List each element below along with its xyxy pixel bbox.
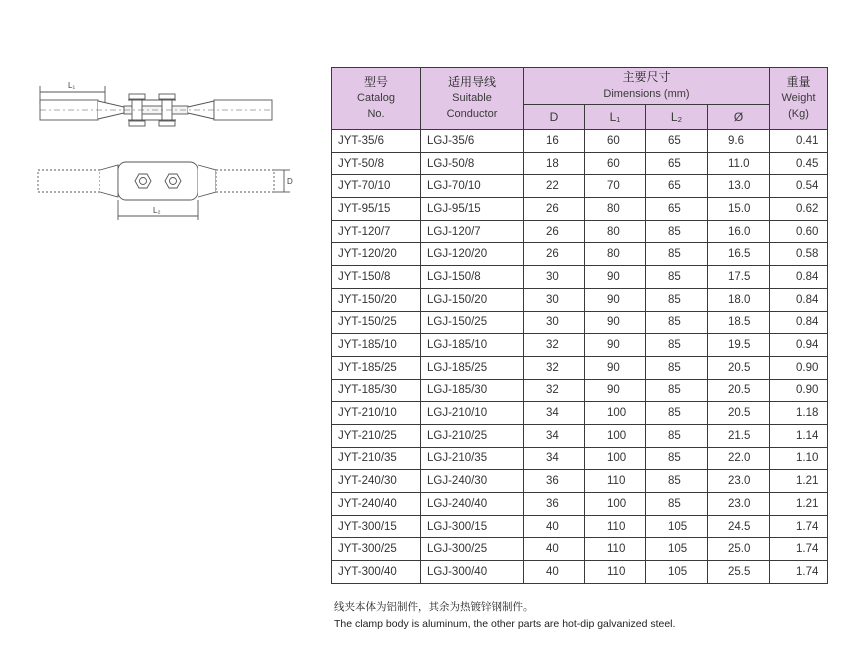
cell-l1: 60 [585, 130, 646, 153]
cell-d: 36 [524, 470, 585, 493]
table-row [332, 493, 828, 516]
cell-l2: 65 [646, 152, 708, 175]
cell-l1: 90 [585, 311, 646, 334]
cell-l2: 85 [646, 311, 708, 334]
table-row [332, 470, 828, 493]
cell-weight: 1.10 [770, 447, 828, 470]
cell-phi: 18.5 [708, 311, 770, 334]
cell-l1: 110 [585, 538, 646, 561]
note-english: The clamp body is aluminum, the other parts are hot-dip galvanized steel. [334, 618, 676, 630]
cell-conductor: LGJ-35/6 [421, 130, 524, 153]
side-right-sleeve [216, 170, 274, 192]
cell-phi: 20.5 [708, 402, 770, 425]
cell-d: 32 [524, 334, 585, 357]
cell-weight: 1.74 [770, 561, 828, 584]
cell-l2: 65 [646, 198, 708, 221]
cell-weight: 1.21 [770, 493, 828, 516]
hex-nut-left [135, 174, 151, 188]
cell-l2: 85 [646, 288, 708, 311]
cell-phi: 16.5 [708, 243, 770, 266]
cell-phi: 23.0 [708, 493, 770, 516]
cell-l2: 105 [646, 538, 708, 561]
cell-weight: 1.14 [770, 424, 828, 447]
cell-weight: 1.74 [770, 538, 828, 561]
cell-catalog: JYT-210/25 [332, 424, 421, 447]
cell-conductor: LGJ-300/15 [421, 515, 524, 538]
cell-phi: 9.6 [708, 130, 770, 153]
header-d: D [524, 105, 585, 130]
cell-weight: 0.45 [770, 152, 828, 175]
note-chinese: 线夹本体为铝制件，其余为热镀锌钢制件。 [334, 601, 534, 613]
cell-catalog: JYT-185/30 [332, 379, 421, 402]
cell-phi: 25.5 [708, 561, 770, 584]
cell-l2: 85 [646, 356, 708, 379]
cell-d: 18 [524, 152, 585, 175]
cell-weight: 1.21 [770, 470, 828, 493]
cell-catalog: JYT-240/40 [332, 493, 421, 516]
d-label: D [287, 177, 293, 186]
cell-d: 30 [524, 311, 585, 334]
hex-nut-right [165, 174, 181, 188]
cell-phi: 11.0 [708, 152, 770, 175]
cell-l1: 90 [585, 288, 646, 311]
cell-d: 34 [524, 424, 585, 447]
cell-l2: 65 [646, 175, 708, 198]
cell-phi: 22.0 [708, 447, 770, 470]
cell-weight: 0.84 [770, 311, 828, 334]
cell-weight: 0.84 [770, 288, 828, 311]
table-row [332, 311, 828, 334]
cell-catalog: JYT-300/15 [332, 515, 421, 538]
cell-d: 22 [524, 175, 585, 198]
cell-phi: 16.0 [708, 220, 770, 243]
cell-l1: 110 [585, 515, 646, 538]
cell-conductor: LGJ-300/40 [421, 561, 524, 584]
cell-conductor: LGJ-150/8 [421, 266, 524, 289]
cell-conductor: LGJ-240/40 [421, 493, 524, 516]
table-row [332, 402, 828, 425]
cell-catalog: JYT-150/25 [332, 311, 421, 334]
cell-catalog: JYT-120/7 [332, 220, 421, 243]
cell-weight: 0.90 [770, 379, 828, 402]
cell-phi: 19.5 [708, 334, 770, 357]
table-row [332, 447, 828, 470]
cell-weight: 0.84 [770, 266, 828, 289]
cell-phi: 24.5 [708, 515, 770, 538]
cell-weight: 0.41 [770, 130, 828, 153]
cell-conductor: LGJ-120/7 [421, 220, 524, 243]
cell-catalog: JYT-210/35 [332, 447, 421, 470]
cell-l2: 85 [646, 334, 708, 357]
cell-catalog: JYT-95/15 [332, 198, 421, 221]
cell-d: 34 [524, 447, 585, 470]
cell-l1: 80 [585, 243, 646, 266]
cell-d: 40 [524, 561, 585, 584]
cell-catalog: JYT-35/6 [332, 130, 421, 153]
cell-phi: 18.0 [708, 288, 770, 311]
cell-l1: 110 [585, 470, 646, 493]
cell-l2: 85 [646, 243, 708, 266]
cell-conductor: LGJ-300/25 [421, 538, 524, 561]
cell-l1: 90 [585, 334, 646, 357]
cell-l2: 85 [646, 447, 708, 470]
header-dimensions: 主要尺寸 Dimensions (mm) [524, 68, 770, 105]
table-row [332, 243, 828, 266]
clamp-drawing [28, 70, 308, 230]
cell-conductor: LGJ-210/10 [421, 402, 524, 425]
cell-l1: 70 [585, 175, 646, 198]
cell-conductor: LGJ-95/15 [421, 198, 524, 221]
cell-l2: 85 [646, 424, 708, 447]
cell-weight: 0.58 [770, 243, 828, 266]
cell-weight: 0.90 [770, 356, 828, 379]
cell-l2: 85 [646, 379, 708, 402]
cell-conductor: LGJ-120/20 [421, 243, 524, 266]
table-row [332, 379, 828, 402]
cell-l2: 105 [646, 515, 708, 538]
cell-phi: 25.0 [708, 538, 770, 561]
cell-weight: 1.18 [770, 402, 828, 425]
table-row [332, 334, 828, 357]
cell-phi: 20.5 [708, 379, 770, 402]
cell-l1: 80 [585, 220, 646, 243]
cell-l2: 105 [646, 561, 708, 584]
cell-conductor: LGJ-150/20 [421, 288, 524, 311]
cell-catalog: JYT-185/25 [332, 356, 421, 379]
cell-d: 26 [524, 198, 585, 221]
table-body [332, 130, 828, 584]
table-row [332, 130, 828, 153]
table-row [332, 198, 828, 221]
cell-l1: 90 [585, 266, 646, 289]
table-row [332, 424, 828, 447]
cell-catalog: JYT-240/30 [332, 470, 421, 493]
cell-l2: 85 [646, 493, 708, 516]
cell-d: 32 [524, 356, 585, 379]
table-row [332, 561, 828, 584]
cell-l1: 60 [585, 152, 646, 175]
cell-conductor: LGJ-70/10 [421, 175, 524, 198]
side-body [118, 162, 198, 200]
cell-l2: 65 [646, 130, 708, 153]
cell-l1: 90 [585, 356, 646, 379]
cell-l2: 85 [646, 470, 708, 493]
cell-conductor: LGJ-185/30 [421, 379, 524, 402]
cell-phi: 17.5 [708, 266, 770, 289]
cell-conductor: LGJ-210/25 [421, 424, 524, 447]
cell-d: 40 [524, 515, 585, 538]
header-phi: Ø [708, 105, 770, 130]
cell-weight: 0.62 [770, 198, 828, 221]
cell-catalog: JYT-300/25 [332, 538, 421, 561]
cell-weight: 0.60 [770, 220, 828, 243]
cell-catalog: JYT-210/10 [332, 402, 421, 425]
cell-l1: 100 [585, 447, 646, 470]
cell-d: 40 [524, 538, 585, 561]
cell-catalog: JYT-120/20 [332, 243, 421, 266]
cell-catalog: JYT-150/20 [332, 288, 421, 311]
header-l2: L₂ [646, 105, 708, 130]
cell-weight: 0.94 [770, 334, 828, 357]
cell-conductor: LGJ-210/35 [421, 447, 524, 470]
cell-catalog: JYT-150/8 [332, 266, 421, 289]
table-row [332, 220, 828, 243]
cell-conductor: LGJ-150/25 [421, 311, 524, 334]
cell-phi: 15.0 [708, 198, 770, 221]
l2-label: L₂ [153, 206, 161, 215]
cell-catalog: JYT-50/8 [332, 152, 421, 175]
cell-l1: 90 [585, 379, 646, 402]
cell-phi: 13.0 [708, 175, 770, 198]
cell-l1: 100 [585, 493, 646, 516]
cell-weight: 1.74 [770, 515, 828, 538]
table-row [332, 152, 828, 175]
header-catalog: 型号 Catalog No. [332, 68, 421, 130]
table-row [332, 266, 828, 289]
header-conductor: 适用导线 Suitable Conductor [421, 68, 524, 130]
cell-d: 36 [524, 493, 585, 516]
cell-d: 26 [524, 243, 585, 266]
cell-conductor: LGJ-50/8 [421, 152, 524, 175]
cell-d: 30 [524, 288, 585, 311]
side-right-taper [198, 165, 216, 197]
cell-d: 26 [524, 220, 585, 243]
cell-l2: 85 [646, 402, 708, 425]
side-left-sleeve [38, 170, 100, 192]
table-row [332, 288, 828, 311]
header-l1: L₁ [585, 105, 646, 130]
table-row [332, 515, 828, 538]
cell-conductor: LGJ-185/25 [421, 356, 524, 379]
cell-phi: 23.0 [708, 470, 770, 493]
cell-phi: 20.5 [708, 356, 770, 379]
cell-catalog: JYT-185/10 [332, 334, 421, 357]
cell-l2: 85 [646, 220, 708, 243]
specification-table [331, 67, 828, 584]
table-row [332, 175, 828, 198]
side-left-taper [100, 165, 118, 197]
cell-l1: 80 [585, 198, 646, 221]
cell-d: 32 [524, 379, 585, 402]
cell-conductor: LGJ-185/10 [421, 334, 524, 357]
cell-d: 30 [524, 266, 585, 289]
cell-phi: 21.5 [708, 424, 770, 447]
cell-l1: 110 [585, 561, 646, 584]
table-row [332, 356, 828, 379]
cell-l1: 100 [585, 402, 646, 425]
cell-conductor: LGJ-240/30 [421, 470, 524, 493]
cell-l2: 85 [646, 266, 708, 289]
cell-catalog: JYT-70/10 [332, 175, 421, 198]
cell-l1: 100 [585, 424, 646, 447]
cell-d: 34 [524, 402, 585, 425]
cell-catalog: JYT-300/40 [332, 561, 421, 584]
cell-weight: 0.54 [770, 175, 828, 198]
cell-d: 16 [524, 130, 585, 153]
l1-label: L₁ [68, 81, 76, 90]
table-row [332, 538, 828, 561]
header-weight: 重量 Weight (Kg) [770, 68, 828, 130]
